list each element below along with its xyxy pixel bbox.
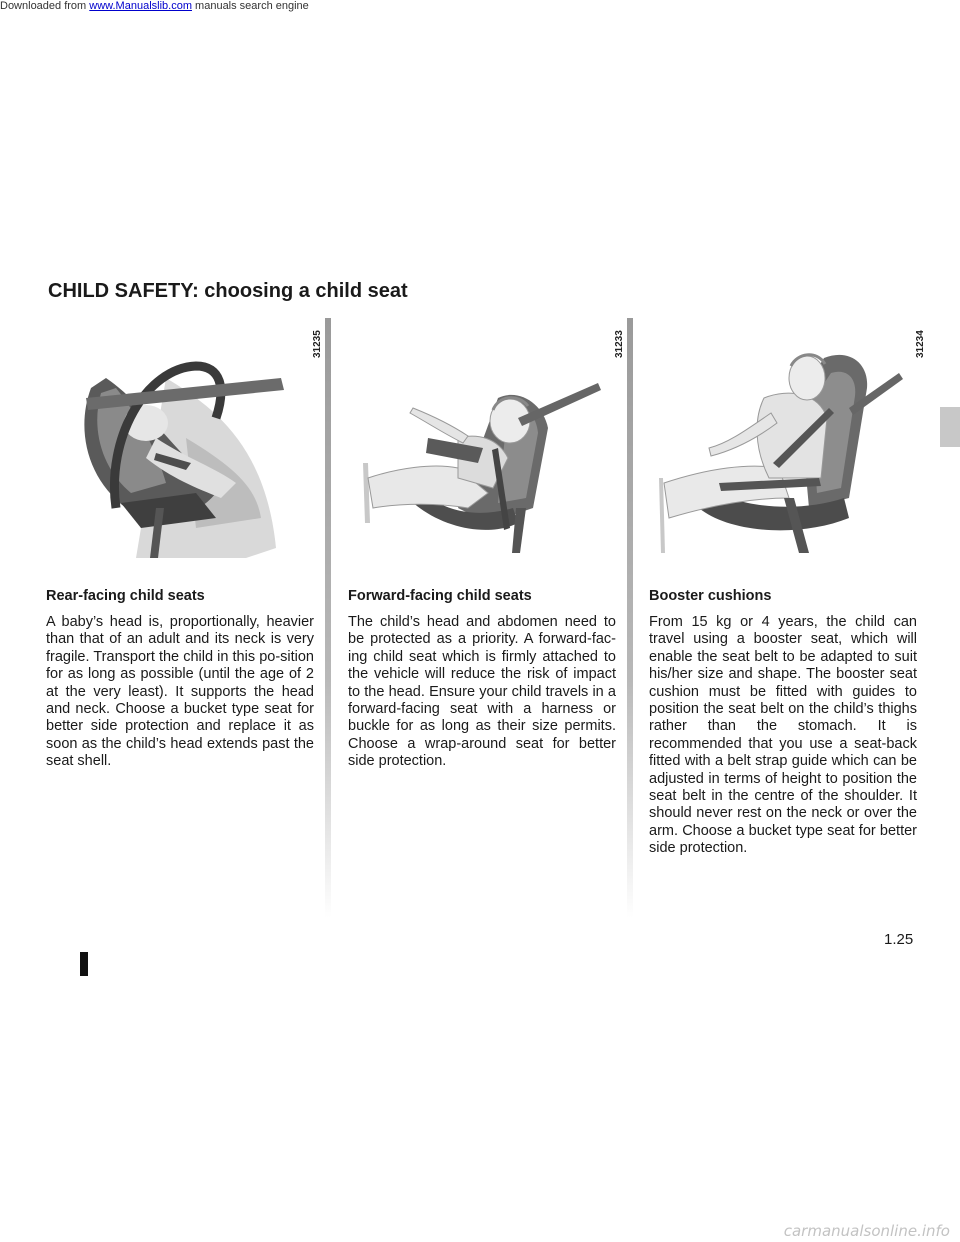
page-number: 1.25	[884, 931, 914, 948]
section-heading: Forward-facing child seats	[348, 588, 532, 604]
figure-ref-code: 31234	[915, 330, 926, 358]
figure-ref-code: 31233	[614, 330, 625, 358]
rear-facing-seat-drawing	[46, 318, 314, 558]
manualslib-link[interactable]: www.Manualslib.com	[89, 0, 192, 12]
section-body: The child’s head and abdomen need to be protected as a priority. A forward-fac-ing child seat which is firmly attached to the vehicle will reduce the risk of impact to the head. Ensure your child travels in a forward-facing seat with a harness or buckle for as long as their size permits. Choose a wrap-around seat for better side protection.	[348, 614, 616, 770]
section-body: A baby’s head is, proportionally, heavier than that of an adult and its neck is very fragile. Transport the child in this po-sition for as long as possible (until the age of 2 at the very least). It supports the head and neck. Choose a bucket type seat for better side protection and replace it as soon as the child’s head extends past the seat shell.	[46, 614, 314, 770]
section-booster-cushions	[649, 318, 926, 858]
margin-marker	[80, 952, 88, 976]
booster-cushion-illustration	[649, 318, 926, 558]
figure-ref-code: 31235	[312, 330, 323, 358]
section-forward-facing	[348, 318, 625, 771]
section-heading: Booster cushions	[649, 588, 772, 604]
chapter-tab	[940, 407, 960, 447]
forward-facing-seat-illustration	[348, 318, 625, 558]
tagline-text: manuals search engine	[195, 0, 309, 12]
section-body: From 15 kg or 4 years, the child can travel using a booster seat, which will enable the seat belt to be adapted to suit his/her size and shape. The booster seat cushion must be fitted with guides to position the seat belt on the child’s thighs rather than the stomach. It is recommended that you use a seat-back fitted with a belt strap guide which can be adjusted in terms of height to position the seat belt in the centre of the shoulder. It should never rest on the neck or over the arm. Choose a bucket type seat for better side protection.	[649, 614, 917, 857]
page-title: CHILD SAFETY: choosing a child seat	[48, 280, 408, 302]
section-heading: Rear-facing child seats	[46, 588, 205, 604]
section-rear-facing	[46, 318, 323, 771]
download-source-line	[0, 0, 309, 12]
watermark-text: carmanualsonline.info	[783, 1222, 950, 1240]
column-divider	[325, 318, 331, 918]
rear-facing-seat-illustration	[46, 318, 323, 558]
forward-facing-seat-drawing	[348, 318, 616, 558]
downloaded-from-text: Downloaded from	[0, 0, 87, 12]
column-divider	[627, 318, 633, 918]
booster-cushion-drawing	[649, 318, 917, 558]
